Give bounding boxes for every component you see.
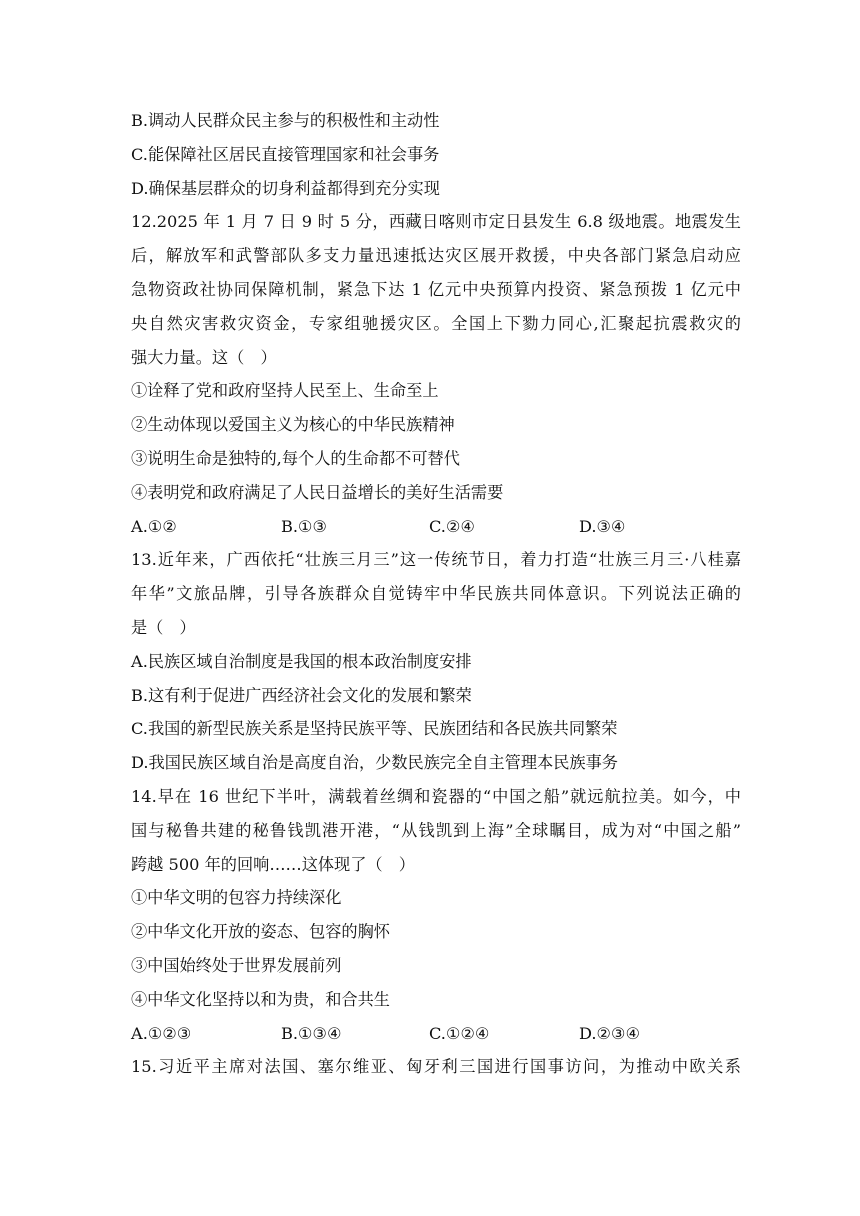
q13-stem-line: 是（ ） bbox=[131, 617, 196, 637]
q12-stem-line: 央自然灾害救灾资金，专家组驰援灾区。全国上下勠力同心,汇聚起抗震救灾的 bbox=[131, 313, 741, 333]
q11-option-b: B.调动人民群众民主参与的积极性和主动性 bbox=[131, 111, 440, 130]
q14-choice-b: B.①③④ bbox=[281, 1023, 342, 1043]
q12-stem-line: 强大力量。这（ ） bbox=[131, 347, 277, 367]
q13-stem-line: 年华”文旅品牌，引导各族群众自觉铸牢中华民族共同体意识。下列说法正确的 bbox=[131, 584, 741, 604]
q14-statement: ③中国始终处于世界发展前列 bbox=[131, 955, 342, 975]
q15-stem-line: 15.习近平主席对法国、塞尔维亚、匈牙利三国进行国事访问，为推动中欧关系 bbox=[131, 1057, 741, 1077]
q12-choice-d: D.③④ bbox=[579, 516, 626, 536]
question-content bbox=[131, 104, 741, 1084]
q12-choice-c: C.②④ bbox=[429, 516, 475, 536]
q11-option-c: C.能保障社区居民直接管理国家和社会事务 bbox=[131, 144, 440, 164]
q14-choice-d: D.②③④ bbox=[579, 1023, 641, 1043]
q11-option-d: D.确保基层群众的切身利益都得到充分实现 bbox=[131, 178, 440, 198]
q14-stem-line: 跨越 500 年的回响……这体现了（ ） bbox=[131, 854, 415, 874]
q14-statement: ①中华文明的包容力持续深化 bbox=[131, 888, 342, 908]
q12-stem-line: 12.2025 年 1 月 7 日 9 时 5 分，西藏日喀则市定日县发生 6.8 级地震。地震发生 bbox=[131, 212, 741, 232]
q14-stem-line: 国与秘鲁共建的秘鲁钱凯港开港，“从钱凯到上海”全球瞩目，成为对“中国之船” bbox=[131, 820, 741, 840]
q14-stem-line: 14.早在 16 世纪下半叶，满载着丝绸和瓷器的“中国之船”就远航拉美。如今，中 bbox=[131, 786, 741, 806]
q12-stem-line: 急物资政社协同保障机制，紧急下达 1 亿元中央预算内投资、紧急预拨 1 亿元中 bbox=[131, 279, 741, 299]
q14-choices bbox=[131, 1017, 741, 1051]
q12-choice-a: A.①② bbox=[131, 516, 177, 536]
q12-choice-b: B.①③ bbox=[281, 516, 328, 536]
q14-statement: ②中华文化开放的姿态、包容的胸怀 bbox=[131, 922, 390, 942]
q13-option-c: C.我国的新型民族关系是坚持民族平等、民族团结和各民族共同繁荣 bbox=[131, 719, 618, 739]
q12-stem-line: 后，解放军和武警部队多支力量迅速抵达灾区展开救援，中央各部门紧急启动应 bbox=[131, 246, 741, 266]
q14-statement: ④中华文化坚持以和为贵，和合共生 bbox=[131, 989, 390, 1009]
q12-statement: ①诠释了党和政府坚持人民至上、生命至上 bbox=[131, 381, 439, 401]
q12-statement: ③说明生命是独特的,每个人的生命都不可替代 bbox=[131, 448, 460, 468]
q14-choice-c: C.①②④ bbox=[429, 1023, 490, 1043]
q12-choices bbox=[131, 510, 741, 544]
q13-option-a: A.民族区域自治制度是我国的根本政治制度安排 bbox=[131, 651, 472, 671]
q13-option-d: D.我国民族区域自治是高度自治，少数民族完全自主管理本民族事务 bbox=[131, 753, 618, 773]
q13-stem-line: 13.近年来，广西依托“壮族三月三”这一传统节日，着力打造“壮族三月三·八桂嘉 bbox=[131, 550, 741, 570]
q13-option-b: B.这有利于促进广西经济社会文化的发展和繁荣 bbox=[131, 685, 472, 705]
q14-choice-a: A.①②③ bbox=[131, 1023, 192, 1043]
q12-statement: ④表明党和政府满足了人民日益增长的美好生活需要 bbox=[131, 482, 504, 502]
q12-statement: ②生动体现以爱国主义为核心的中华民族精神 bbox=[131, 415, 455, 435]
